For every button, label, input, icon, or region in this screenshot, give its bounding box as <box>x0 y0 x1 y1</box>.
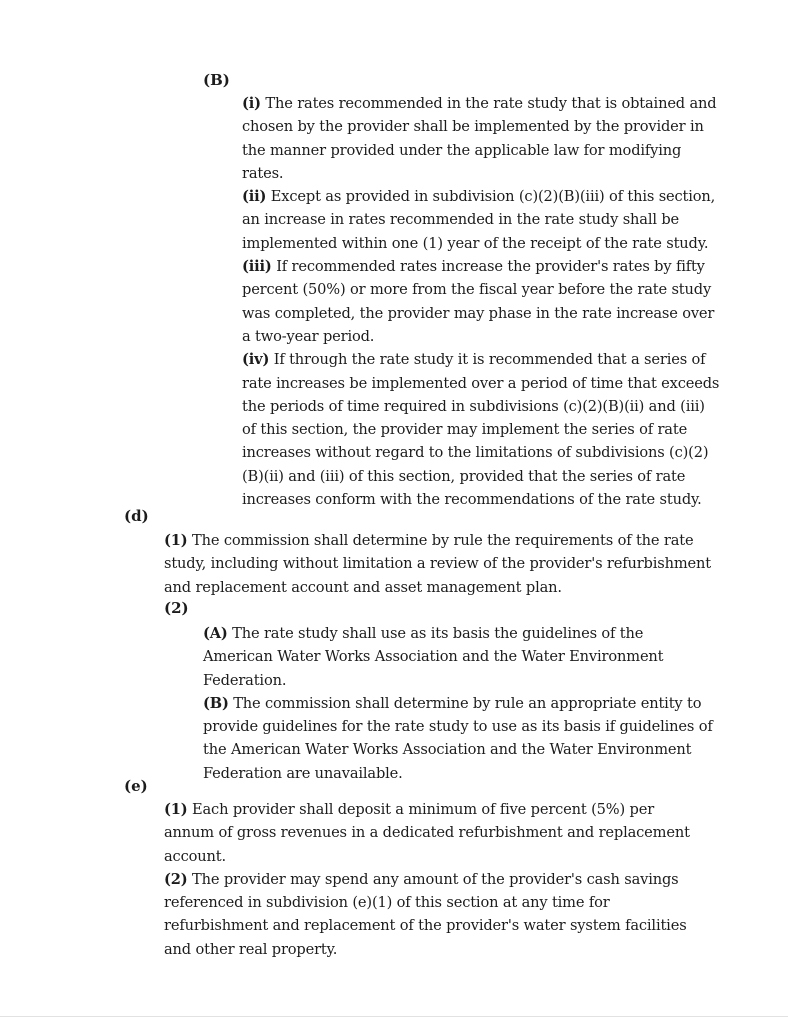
item-label: (B) <box>203 694 229 712</box>
item-label: (2) <box>164 870 188 888</box>
section-d-item-1 <box>164 529 714 599</box>
item-label: (iv) <box>242 351 270 369</box>
section-b-item-iii <box>242 255 720 348</box>
item-label: (A) <box>203 625 228 642</box>
section-b-item-iv <box>242 348 720 511</box>
section-b-items <box>242 92 720 511</box>
section-d-heading: (d) <box>124 507 149 525</box>
section-e-item-2 <box>164 868 706 961</box>
item-label: (i) <box>242 95 261 112</box>
item-text: The provider may spend any amount of the provider's cash savings referenced in subdivision (e)(1) of this section at any time for refurbishment and replacement of the provider's water system facilities and other real property. <box>164 870 687 958</box>
item-label: (1) <box>164 532 188 549</box>
item-text: If recommended rates increase the provider's rates by fifty percent (50%) or more from the fiscal year before the rate study was completed, the provider may phase in the rate increase over a two-year period. <box>242 258 715 345</box>
section-b-item-i <box>242 92 720 185</box>
item-text: The commission shall determine by rule an appropriate entity to provide guidelines for the rate study to use as its basis if guidelines of the American Water Works Association and the Water Environment Federation are unavailable. <box>203 694 713 782</box>
item-label: (ii) <box>242 188 267 206</box>
section-d-subitem-a <box>203 622 713 692</box>
item-text: If through the rate study it is recommended that a series of rate increases be implemented over a period of time that exceeds the periods of time required in subdivisions (c)(2)(B)(ii) and (iii) of this section, the provider may implement the series of rate increases without regard to the limitations of subdivisions (c)(2)(B)(ii) and (iii) of this section, provided that the series of rate increases conform with the recommendations of the rate study. <box>242 351 720 509</box>
section-d-item-1-text <box>164 529 714 599</box>
item-text: Each provider shall deposit a minimum of five percent (5%) per annum of gross revenues in a dedicated refurbishment and replacement account. <box>164 801 690 865</box>
section-b-item-ii <box>242 185 720 255</box>
section-d-subitems <box>203 622 713 785</box>
section-e-item-1 <box>164 798 706 868</box>
item-text: The commission shall determine by rule the requirements of the rate study, including without limitation a review of the provider's refurbishment and replacement account and asset management plan. <box>164 532 711 596</box>
section-b-heading: (B) <box>203 71 230 89</box>
item-text: The rates recommended in the rate study that is obtained and chosen by the provider shall be implemented by the provider in the manner provided under the applicable law for modifying rates. <box>242 95 717 182</box>
section-e-items <box>164 798 706 961</box>
section-d-subitem-b <box>203 692 713 785</box>
section-d-item-2-heading: (2) <box>164 599 189 617</box>
item-label: (iii) <box>242 258 272 276</box>
section-e-heading: (e) <box>124 777 148 795</box>
scan-edge-divider <box>0 1016 788 1017</box>
item-label: (1) <box>164 801 188 818</box>
item-text: Except as provided in subdivision (c)(2)(B)(iii) of this section, an increase in rates recommended in the rate study shall be implemented within one (1) year of the receipt of the rate study. <box>242 188 716 252</box>
item-text: The rate study shall use as its basis the guidelines of the American Water Works Association and the Water Environment Federation. <box>203 625 664 689</box>
